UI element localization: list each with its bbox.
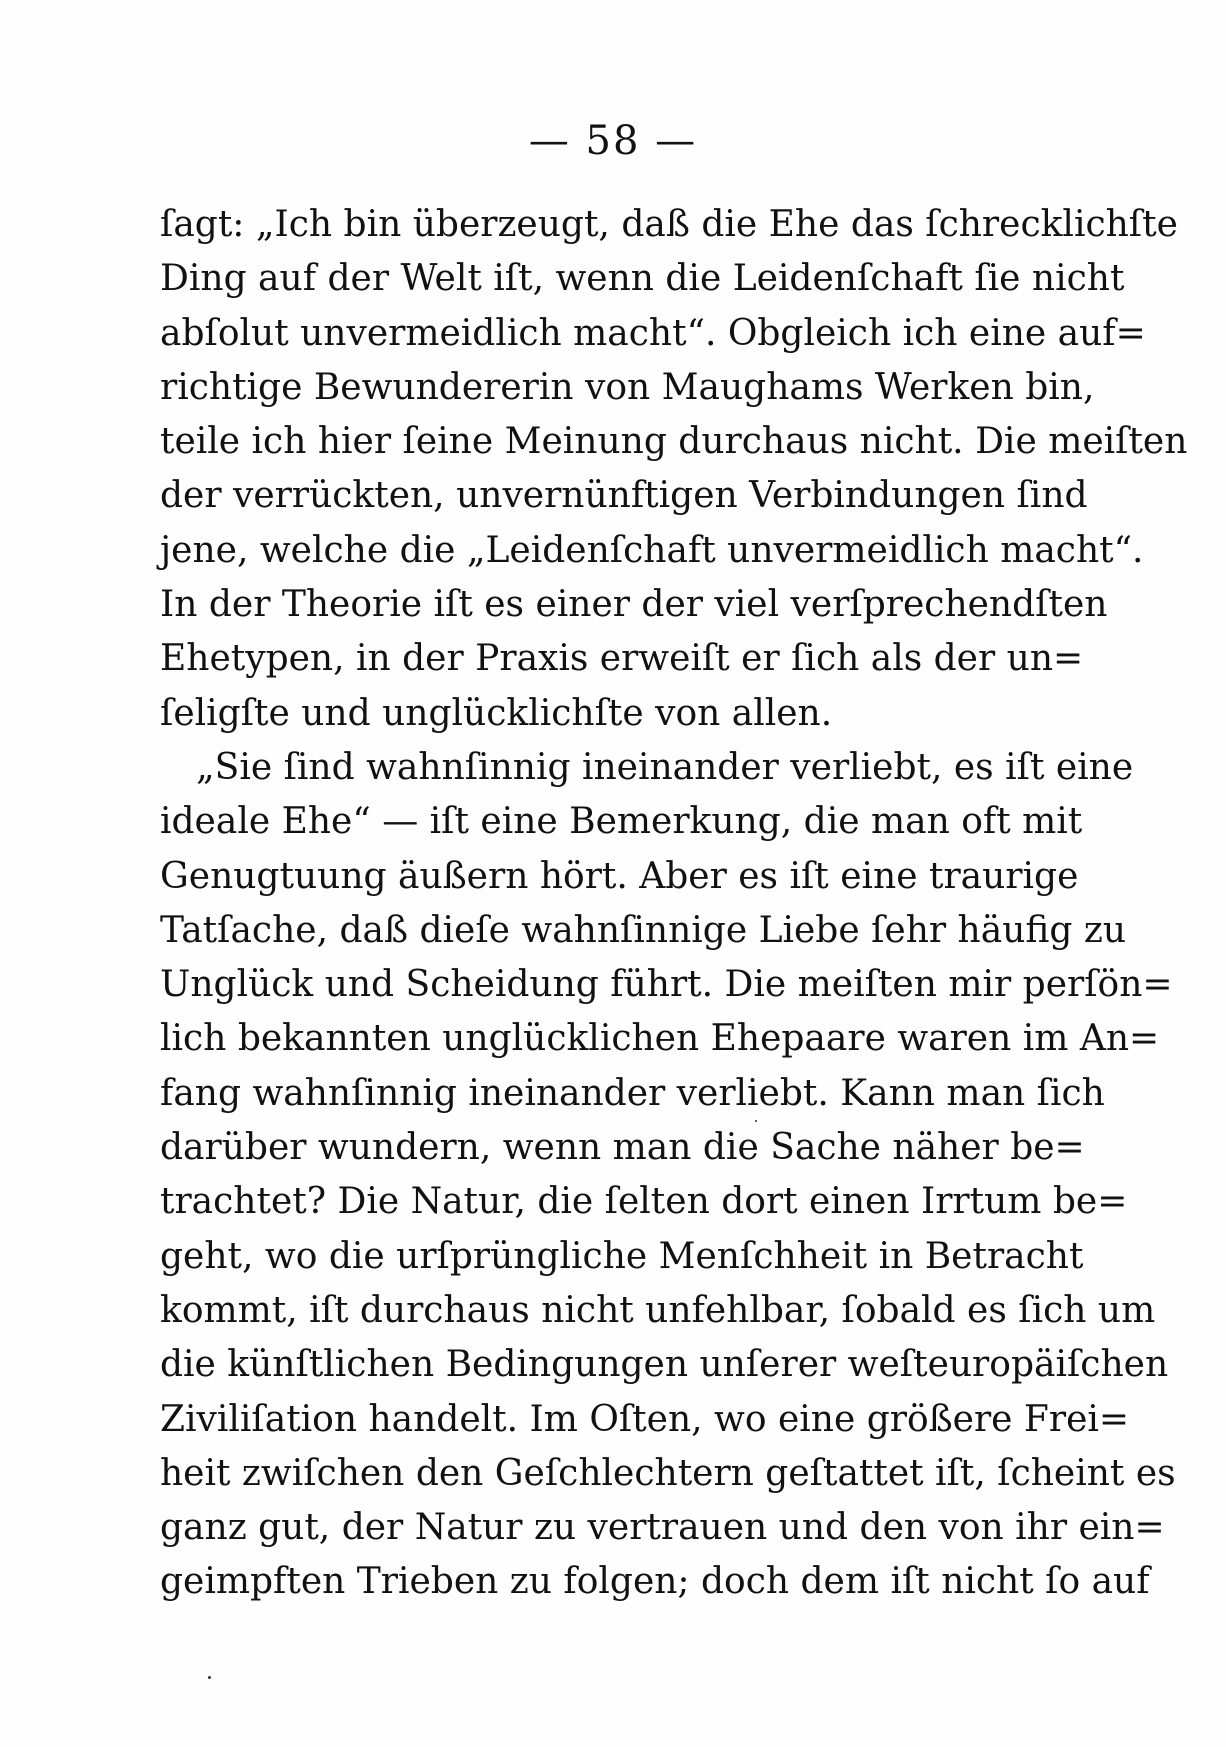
text-line: Ding auf der Welt iſt, wenn die Leidenſchaft ſie nicht — [160, 258, 1125, 300]
body-text — [160, 198, 1188, 1610]
text-line: In der Theorie iſt es einer der viel verſprechendſten — [160, 584, 1108, 626]
text-line: ganz gut, der Natur zu vertrauen und den von ihr ein= — [160, 1507, 1165, 1549]
text-line: Ziviliſation handelt. Im Oſten, wo eine größere Frei= — [160, 1398, 1130, 1440]
text-line: der verrückten, unvernünftigen Verbindungen ſind — [160, 475, 1088, 517]
text-line: Genugtuung äußern hört. Aber es iſt eine traurige — [160, 855, 1079, 897]
paper-speck — [208, 1676, 211, 1679]
text-line: teile ich hier ſeine Meinung durchaus nicht. Die meiſten — [160, 421, 1188, 463]
text-line: Ehetypen, in der Praxis erweiſt er ſich als der un= — [160, 638, 1084, 680]
text-line: Unglück und Scheidung führt. Die meiſten mir perſön= — [160, 964, 1173, 1006]
text-line: darüber wundern, wenn man die Sache näher be= — [160, 1127, 1085, 1169]
text-line: richtige Bewundererin von Maughams Werken bin, — [160, 366, 1095, 408]
text-line: kommt, iſt durchaus nicht unfehlbar, ſobald es ſich um — [160, 1289, 1156, 1331]
paper-speck — [755, 1120, 757, 1122]
text-line: ſagt: „Ich bin überzeugt, daß die Ehe das ſchrecklichſte — [160, 204, 1178, 245]
text-line: fang wahnſinnig ineinander verliebt. Kann man ſich — [160, 1072, 1105, 1114]
text-line: die künſtlichen Bedingungen unſerer weſteuropäiſchen — [160, 1344, 1169, 1386]
text-line: geimpften Trieben zu folgen; doch dem iſt nicht ſo auf — [160, 1561, 1150, 1603]
text-line: Tatſache, daß dieſe wahnſinnige Liebe ſehr häufig zu — [160, 909, 1127, 951]
page-number: — 58 — — [528, 118, 698, 164]
text-line: abſolut unvermeidlich macht“. Obgleich ich eine auf= — [160, 312, 1146, 354]
paragraph-end-line: ſeligſte und unglücklichſte von allen. — [160, 692, 833, 734]
text-line: lich bekannten unglücklichen Ehepaare waren im An= — [160, 1018, 1160, 1060]
text-line: ideale Ehe“ — iſt eine Bemerkung, die man oft mit — [160, 801, 1083, 843]
text-line: heit zwiſchen den Geſchlechtern geſtattet iſt, ſcheint es — [160, 1452, 1176, 1494]
paragraph-start-line: „Sie ſind wahnſinnig ineinander verliebt, es iſt eine — [196, 746, 1134, 788]
text-line: geht, wo die urſprüngliche Menſchheit in Betracht — [160, 1235, 1084, 1277]
text-line: jene, welche die „Leidenſchaft unvermeidlich macht“. — [160, 529, 1144, 571]
text-line: trachtet? Die Natur, die ſelten dort einen Irrtum be= — [160, 1181, 1128, 1223]
